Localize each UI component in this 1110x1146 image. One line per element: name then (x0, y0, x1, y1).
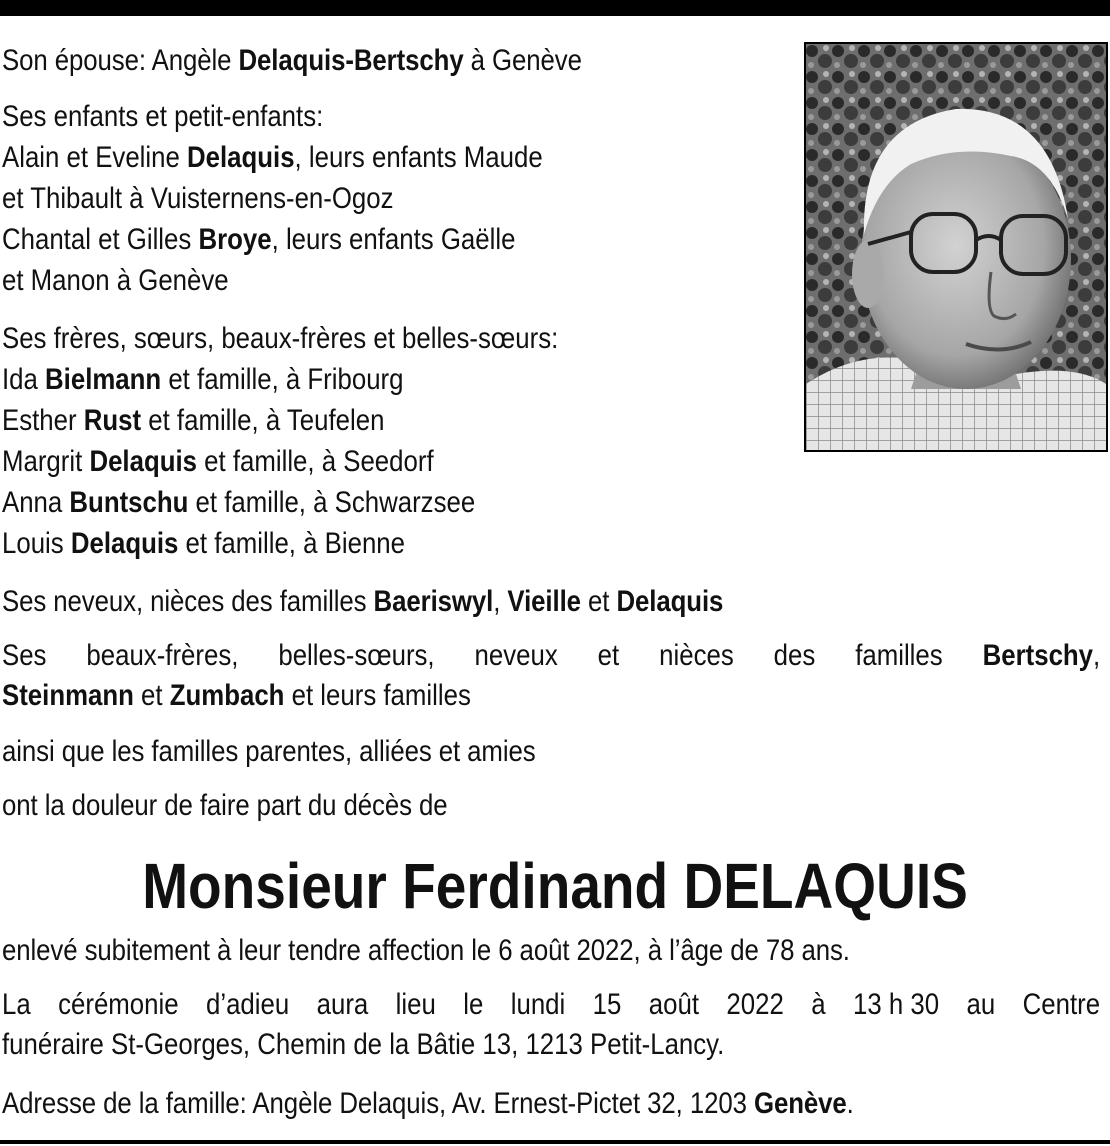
sibling-line: Ida Bielmann et famille, à Fribourg (2, 363, 404, 396)
sibling-line: Anna Buntschu et famille, à Schwarzsee (2, 486, 476, 519)
allies-line: ainsi que les familles parentes, alliées et amies (2, 735, 536, 768)
ceremony-line-2: funéraire St-Georges, Chemin de la Bâtie 13, 1213 Petit-Lancy. (2, 1028, 725, 1061)
sibling-line: Esther Rust et famille, à Teufelen (2, 404, 385, 437)
sibling-line: Louis Delaquis et famille, à Bienne (2, 527, 405, 560)
top-rule (0, 0, 1110, 16)
deceased-name: Monsieur Ferdinand DELAQUIS (142, 850, 968, 922)
children-line-4: et Manon à Genève (2, 264, 229, 297)
siblings-block (2, 318, 558, 564)
children-block (2, 96, 543, 301)
children-line-2: et Thibault à Vuisternens-en-Ogoz (2, 182, 394, 215)
sibling-line: Margrit Delaquis et famille, à Seedorf (2, 445, 434, 478)
children-line-3: Chantal et Gilles Broye, leurs enfants Gaëlle (2, 223, 516, 256)
inlaws-line-2: Steinmann et Zumbach et leurs familles (2, 679, 471, 712)
spouse-line: Son épouse: Angèle Delaquis-Bertschy à Genève (2, 44, 582, 77)
inlaws-block (2, 636, 1100, 716)
death-line: enlevé subitement à leur tendre affection le 6 août 2022, à l’âge de 78 ans. (2, 934, 850, 967)
inlaws-line-1: Ses beaux-frères, belles-sœurs, neveux et nièces des familles Bertschy, (2, 639, 1101, 672)
children-line-1: Alain et Eveline Delaquis, leurs enfants Maude (2, 141, 543, 174)
siblings-heading: Ses frères, sœurs, beaux-frères et belles-sœurs: (2, 322, 559, 355)
children-heading: Ses enfants et petit-enfants: (2, 100, 324, 133)
portrait-illustration (806, 44, 1106, 450)
bottom-rule (0, 1140, 1110, 1144)
announce-line: ont la douleur de faire part du décès de (2, 789, 448, 822)
address-line: Adresse de la famille: Angèle Delaquis, Av. Ernest-Pictet 32, 1203 Genève. (2, 1087, 854, 1120)
portrait-photo (804, 42, 1108, 452)
ceremony-block (2, 985, 1100, 1065)
nephews-line: Ses neveux, nièces des familles Baeriswyl, Vieille et Delaquis (2, 585, 724, 618)
ceremony-line-1: La cérémonie d’adieu aura lieu le lundi 15 août 2022 à 13 h 30 au Centre (2, 988, 1101, 1021)
